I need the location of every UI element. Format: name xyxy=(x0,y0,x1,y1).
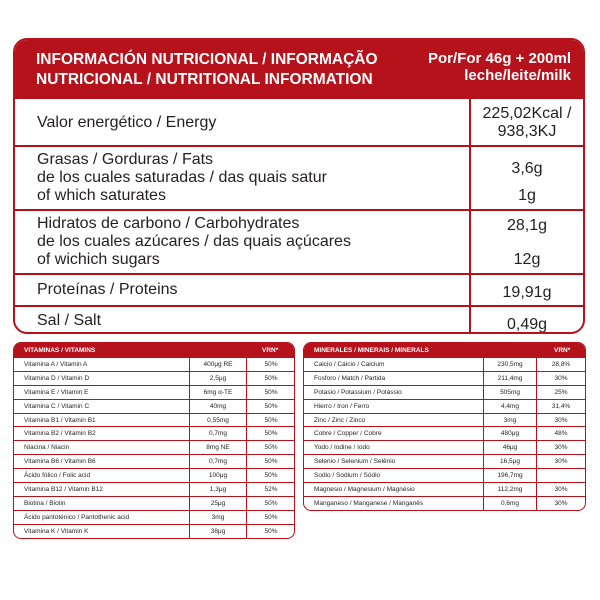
fats-row xyxy=(15,145,583,211)
minerals-row xyxy=(304,482,585,496)
vitamins-title: VITAMINAS / VITAMINS xyxy=(24,347,96,354)
carbohydrates-label xyxy=(37,215,351,269)
minerals-vrn: 28,8% xyxy=(551,361,571,368)
saturates-value: 1g xyxy=(518,187,536,204)
vitamins-row xyxy=(14,454,294,468)
minerals-name: Potasio / Potassium / Potássio xyxy=(314,388,402,396)
nutrition-table-title: INFORMACIÓN NUTRICIONAL / INFORMAÇÃO NUTRICIONAL / NUTRITIONAL INFORMATION xyxy=(36,51,378,88)
energy-kj: 938,3KJ xyxy=(497,123,557,140)
vitamins-vrn: 50% xyxy=(264,361,278,368)
minerals-row xyxy=(304,413,585,427)
vitamins-name: Vitamina C / Vitamin C xyxy=(24,402,90,410)
vitamins-vrn: 50% xyxy=(264,444,278,452)
minerals-name: Selenio / Selenium / Selênio xyxy=(314,458,396,466)
sugars-label-line-2: of wichich sugars xyxy=(37,251,160,268)
vitamins-vrn: 50% xyxy=(264,513,278,521)
minerals-amount: 16,5μg xyxy=(499,458,520,466)
vitamins-vrn: 50% xyxy=(264,416,278,424)
minerals-vrn: 25% xyxy=(554,388,568,396)
energy-label: Valor energético / Energy xyxy=(37,114,217,131)
minerals-name: Hierro / Iron / Ferro xyxy=(314,402,370,410)
vitamins-row xyxy=(14,524,294,538)
vitamins-name: Vitamina B12 / Vitamin B12 xyxy=(24,486,103,494)
minerals-title: MINERALES / MINERAIS / MINERALS xyxy=(314,347,429,354)
minerals-vrn-header: VRN* xyxy=(554,347,571,354)
vitamins-row xyxy=(14,357,294,371)
vitamins-vrn: 50% xyxy=(264,430,278,438)
vitamins-row xyxy=(14,440,294,454)
vitamins-vrn-header: VRN* xyxy=(262,347,279,354)
vitamins-amount: 400μg RE xyxy=(203,361,233,368)
vitamins-amount: 3mg xyxy=(211,513,225,521)
vitamins-amount: 0,7mg xyxy=(208,430,228,438)
energy-row xyxy=(15,97,583,147)
vitamins-row xyxy=(14,385,294,399)
energy-kcal: 225,02Kcal / xyxy=(482,105,572,122)
vitamins-row xyxy=(14,482,294,496)
minerals-name: Zinc / Zinc / Zinco xyxy=(314,416,366,424)
carbohydrates-value: 28,1g xyxy=(506,217,548,234)
vitamins-amount: 40mg xyxy=(209,402,227,410)
salt-value: 0,49g xyxy=(506,316,548,333)
vitamins-amount: 6mg α-TE xyxy=(203,388,233,396)
vitamins-name: Biotina / Biotin xyxy=(24,499,66,507)
minerals-name: Manganeso / Manganese / Manganês xyxy=(314,499,424,507)
vitamins-amount: 8mg NE xyxy=(206,444,230,452)
vitamins-vrn: 50% xyxy=(264,458,278,466)
minerals-amount: 211,4mg xyxy=(497,374,523,382)
minerals-table xyxy=(303,342,586,511)
minerals-amount: 196,7mg xyxy=(497,472,523,480)
vitamins-amount: 2,5μg xyxy=(209,374,227,382)
minerals-vrn: 30% xyxy=(554,458,568,466)
vitamins-row xyxy=(14,426,294,440)
vitamins-rows xyxy=(14,357,294,538)
fats-label-main: Grasas / Gorduras / Fats xyxy=(37,151,214,168)
minerals-table-header xyxy=(304,343,585,357)
vitamins-name: Vitamina E / Vitamin E xyxy=(24,388,89,396)
minerals-vrn: 30% xyxy=(554,486,568,494)
vitamins-name: Ácido pantoténico / Pantothenic acid xyxy=(24,513,130,521)
minerals-row xyxy=(304,440,585,454)
minerals-name: Calcio / Cálcio / Calcium xyxy=(314,361,385,368)
vitamins-row xyxy=(14,399,294,413)
minerals-rows xyxy=(304,357,585,510)
minerals-row xyxy=(304,454,585,468)
vitamins-vrn: 50% xyxy=(264,388,278,396)
minerals-amount: 0,6mg xyxy=(500,499,520,507)
minerals-row xyxy=(304,357,585,371)
portion-line-1: Por/For 46g + 200ml xyxy=(428,50,571,67)
minerals-name: Yodo / Iodine / Iodo xyxy=(314,444,370,452)
vitamins-row xyxy=(14,371,294,385)
minerals-vrn: 31,4% xyxy=(551,402,571,410)
vitamins-name: Vitamina K / Vitamin K xyxy=(24,527,89,535)
vitamins-name: Vitamina A / Vitamin A xyxy=(24,361,88,368)
minerals-row xyxy=(304,371,585,385)
vitamins-name: Vitamina B6 / Vitamin B6 xyxy=(24,458,96,466)
proteins-row xyxy=(15,273,583,307)
sugars-label-line-1: de los cuales azúcares / das quais açúcares xyxy=(37,233,351,250)
salt-row xyxy=(15,305,583,334)
sugars-value: 12g xyxy=(513,251,541,268)
vitamins-table-header xyxy=(14,343,294,357)
vitamins-name: Ácido fólico / Folic acid xyxy=(24,472,91,480)
vitamins-vrn: 50% xyxy=(264,402,278,410)
vitamins-vrn: 50% xyxy=(264,472,278,480)
portion-line-2: leche/leite/milk xyxy=(464,67,571,84)
vitamins-amount: 38μg xyxy=(210,527,226,535)
energy-value xyxy=(471,105,583,141)
minerals-name: Fosforo / Match / Partida xyxy=(314,374,386,382)
vitamins-name: Vitamina B2 / Vitamin B2 xyxy=(24,430,96,438)
proteins-label: Proteínas / Proteins xyxy=(37,281,178,298)
vitamins-name: Niacina / Niacin xyxy=(24,444,70,452)
salt-label: Sal / Salt xyxy=(37,312,102,329)
minerals-amount: 480μg xyxy=(500,430,520,438)
minerals-name: Cobre / Copper / Cobre xyxy=(314,430,382,438)
proteins-value: 19,91g xyxy=(502,284,552,301)
carbohydrates-label-main: Hidratos de carbono / Carbohydrates xyxy=(37,215,300,232)
minerals-amount: 505mg xyxy=(500,388,520,396)
saturates-label-line-2: of which saturates xyxy=(37,187,166,204)
minerals-vrn: 30% xyxy=(554,444,568,452)
minerals-amount: 230,5mg xyxy=(497,361,523,368)
minerals-row xyxy=(304,426,585,440)
vitamins-vrn: 50% xyxy=(264,499,278,507)
fats-label xyxy=(37,151,327,205)
minerals-row xyxy=(304,468,585,482)
nutrition-table xyxy=(13,38,585,334)
vitamins-table xyxy=(13,342,295,539)
vitamins-amount: 1,3μg xyxy=(209,486,227,494)
vitamins-row xyxy=(14,413,294,427)
vitamins-amount: 100μg xyxy=(208,472,228,480)
minerals-vrn: 30% xyxy=(554,416,568,424)
vitamins-row xyxy=(14,496,294,510)
minerals-amount: 3mg xyxy=(503,416,517,424)
vitamins-row xyxy=(14,468,294,482)
vitamins-vrn: 52% xyxy=(264,486,278,494)
saturates-label-line-1: de los cuales saturadas / das quais satur xyxy=(37,169,327,186)
minerals-name: Sodio / Sodium / Sódio xyxy=(314,472,381,480)
minerals-amount: 112,2mg xyxy=(497,486,523,494)
vitamins-vrn: 50% xyxy=(264,374,278,382)
minerals-vrn: 30% xyxy=(554,499,568,507)
portion-info xyxy=(411,50,571,84)
minerals-row xyxy=(304,399,585,413)
vitamins-vrn: 50% xyxy=(264,527,278,535)
vitamins-amount: 0,7mg xyxy=(208,458,228,466)
minerals-vrn: 30% xyxy=(554,374,568,382)
minerals-row xyxy=(304,385,585,399)
carbohydrates-row xyxy=(15,209,583,275)
vitamins-amount: 0,55mg xyxy=(207,416,229,424)
fats-value: 3,6g xyxy=(511,160,543,177)
minerals-row xyxy=(304,496,585,510)
vitamins-name: Vitamina D / Vitamin D xyxy=(24,374,90,382)
minerals-vrn: 48% xyxy=(554,430,568,438)
vitamins-amount: 25μg xyxy=(210,499,226,507)
nutrition-table-header xyxy=(15,40,583,97)
minerals-amount: 4,4mg xyxy=(500,402,520,410)
minerals-amount: 46μg xyxy=(502,444,518,452)
minerals-name: Magnesio / Magnesium / Magnésio xyxy=(314,486,415,494)
vitamins-name: Vitamina B1 / Vitamin B1 xyxy=(24,416,96,424)
vitamins-row xyxy=(14,510,294,524)
